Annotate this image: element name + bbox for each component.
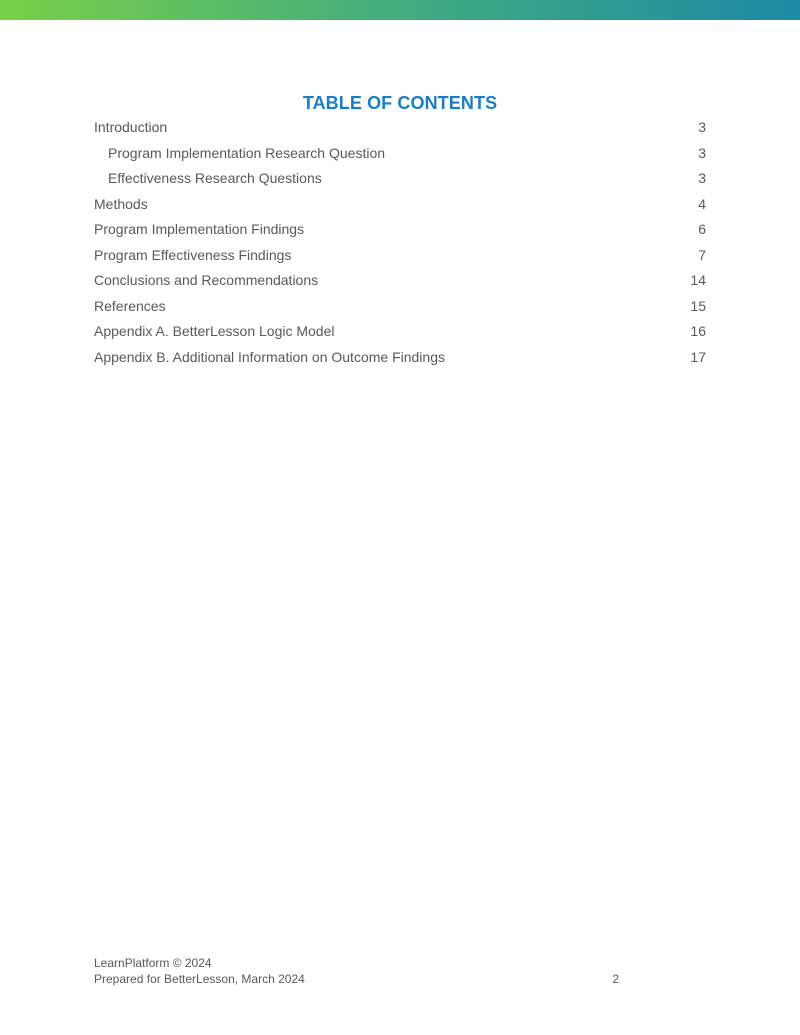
- toc-entry-introduction[interactable]: [94, 115, 706, 141]
- toc-entry-appendix-a[interactable]: [94, 319, 706, 345]
- footer-copyright: LearnPlatform © 2024: [94, 956, 212, 970]
- toc-entry-page: 14: [690, 272, 706, 288]
- toc-title: TABLE OF CONTENTS: [302, 93, 498, 113]
- toc-entry-label: Program Implementation Findings: [94, 221, 305, 237]
- toc-entry-label: Methods: [94, 195, 148, 212]
- toc-entry-label: Program Implementation Research Question: [108, 144, 386, 161]
- toc-entry-page: 3: [698, 170, 706, 186]
- toc-entry-page: 4: [698, 195, 706, 212]
- toc-entry-label: Conclusions and Recommendations: [94, 272, 319, 288]
- footer-prepared-for: Prepared for BetterLesson, March 2024: [94, 972, 305, 986]
- toc-entry-appendix-b[interactable]: [94, 345, 706, 371]
- footer-page-number: 2: [612, 972, 619, 986]
- header-gradient-bar: [0, 0, 800, 20]
- toc-entry-label: Program Effectiveness Findings: [94, 246, 292, 263]
- toc-entry-references[interactable]: [94, 294, 706, 320]
- toc-entry-effectiveness-research-questions[interactable]: [94, 166, 706, 192]
- toc-entry-program-implementation-research-question[interactable]: [94, 141, 706, 167]
- toc-entry-page: 16: [690, 323, 706, 339]
- toc-entry-program-effectiveness-findings[interactable]: [94, 243, 706, 269]
- page-footer: [94, 955, 619, 987]
- toc-entry-label: Appendix B. Additional Information on Outcome Findings: [94, 348, 445, 365]
- toc-entry-page: 15: [690, 297, 706, 314]
- toc-entry-page: 3: [698, 119, 706, 135]
- toc-entry-page: 6: [698, 221, 706, 237]
- toc-entry-page: 3: [698, 144, 706, 161]
- toc-entry-conclusions-and-recommendations[interactable]: [94, 268, 706, 294]
- toc-entry-page: 7: [698, 246, 706, 263]
- toc-entry-label: References: [94, 297, 166, 314]
- toc-entry-label: Appendix A. BetterLesson Logic Model: [94, 323, 335, 339]
- toc-entry-label: Introduction: [94, 119, 168, 135]
- toc-entry-methods[interactable]: [94, 192, 706, 218]
- toc-entry-page: 17: [690, 348, 706, 365]
- toc-entry-label: Effectiveness Research Questions: [108, 170, 322, 186]
- toc-list: [94, 115, 706, 370]
- toc-entry-program-implementation-findings[interactable]: [94, 217, 706, 243]
